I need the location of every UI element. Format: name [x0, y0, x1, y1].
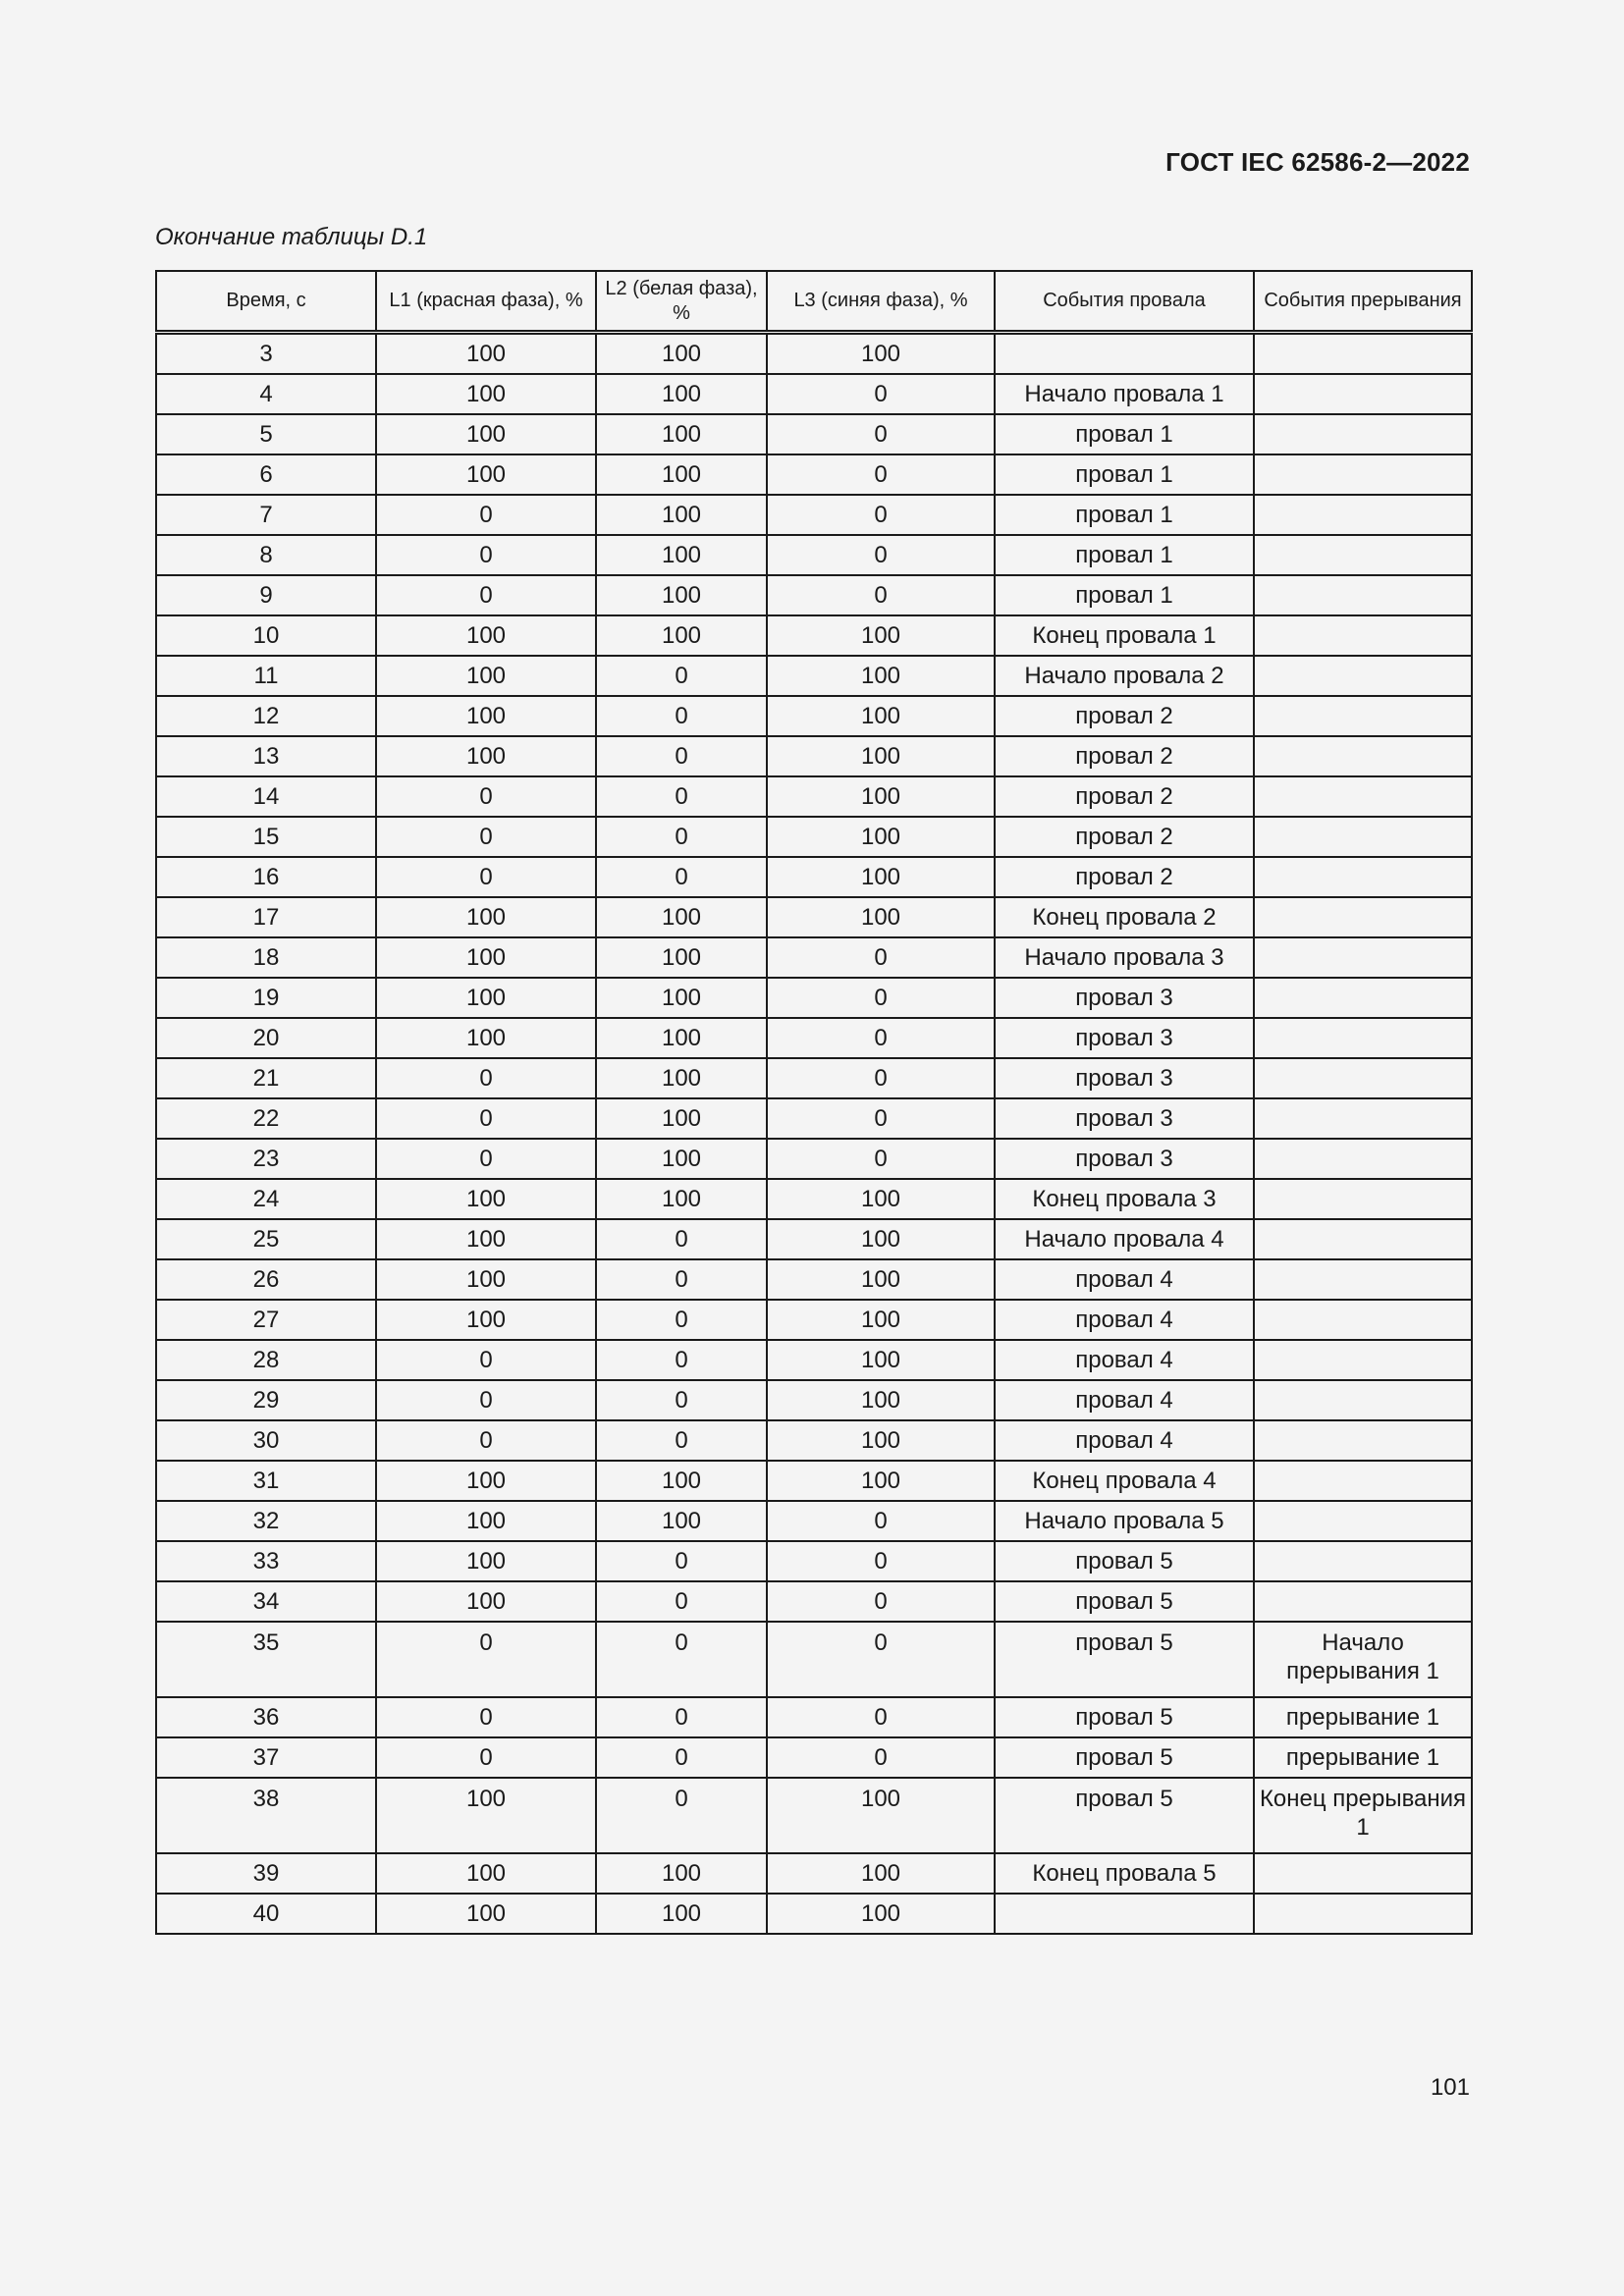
- column-header-l2: L2 (белая фаза), %: [596, 271, 767, 333]
- dip-event-cell: провал 2: [995, 776, 1254, 817]
- l3-cell: 100: [767, 1300, 995, 1340]
- l1-cell: 100: [376, 615, 596, 656]
- interruption-event-cell: [1254, 1300, 1472, 1340]
- l1-cell: 100: [376, 1894, 596, 1934]
- table-row: [156, 1853, 1472, 1894]
- table-row: [156, 1058, 1472, 1098]
- interruption-event-cell: [1254, 1259, 1472, 1300]
- l1-cell: 100: [376, 1501, 596, 1541]
- dip-event-cell: Начало провала 1: [995, 374, 1254, 414]
- l1-cell: 100: [376, 696, 596, 736]
- dip-event-cell: провал 3: [995, 978, 1254, 1018]
- l2-cell: 0: [596, 1259, 767, 1300]
- l1-cell: 100: [376, 978, 596, 1018]
- l2-cell: 100: [596, 1139, 767, 1179]
- table-row: [156, 1340, 1472, 1380]
- interruption-event-cell: [1254, 454, 1472, 495]
- l1-cell: 100: [376, 736, 596, 776]
- interruption-event-cell: [1254, 1541, 1472, 1581]
- l3-cell: 100: [767, 1461, 995, 1501]
- table-row: [156, 1420, 1472, 1461]
- l3-cell: 0: [767, 1098, 995, 1139]
- l1-cell: 0: [376, 1139, 596, 1179]
- dip-event-cell: Конец провала 1: [995, 615, 1254, 656]
- l3-cell: 100: [767, 736, 995, 776]
- l2-cell: 0: [596, 776, 767, 817]
- interruption-event-cell: [1254, 1018, 1472, 1058]
- dip-event-cell: провал 4: [995, 1300, 1254, 1340]
- dip-event-cell: Начало провала 2: [995, 656, 1254, 696]
- time-cell: 25: [156, 1219, 376, 1259]
- l1-cell: 100: [376, 1018, 596, 1058]
- l1-cell: 100: [376, 937, 596, 978]
- l3-cell: 100: [767, 1894, 995, 1934]
- l2-cell: 0: [596, 1300, 767, 1340]
- l3-cell: 0: [767, 1501, 995, 1541]
- table-row: [156, 1778, 1472, 1853]
- l2-cell: 100: [596, 414, 767, 454]
- l1-cell: 100: [376, 1778, 596, 1853]
- time-cell: 22: [156, 1098, 376, 1139]
- l2-cell: 100: [596, 937, 767, 978]
- table-row: [156, 374, 1472, 414]
- time-cell: 37: [156, 1737, 376, 1778]
- table-row: [156, 1622, 1472, 1697]
- dip-event-cell: провал 5: [995, 1581, 1254, 1622]
- l2-cell: 0: [596, 1581, 767, 1622]
- interruption-event-cell: [1254, 776, 1472, 817]
- l3-cell: 100: [767, 333, 995, 375]
- l1-cell: 0: [376, 776, 596, 817]
- column-header-time: Время, с: [156, 271, 376, 333]
- l1-cell: 100: [376, 1541, 596, 1581]
- l1-cell: 0: [376, 817, 596, 857]
- l3-cell: 0: [767, 1058, 995, 1098]
- dip-event-cell: провал 5: [995, 1697, 1254, 1737]
- table-row: [156, 656, 1472, 696]
- l3-cell: 0: [767, 535, 995, 575]
- l2-cell: 100: [596, 374, 767, 414]
- interruption-event-cell: прерывание 1: [1254, 1737, 1472, 1778]
- table-row: [156, 1219, 1472, 1259]
- l1-cell: 0: [376, 535, 596, 575]
- time-cell: 27: [156, 1300, 376, 1340]
- l2-cell: 100: [596, 495, 767, 535]
- l2-cell: 0: [596, 1778, 767, 1853]
- l1-cell: 0: [376, 1058, 596, 1098]
- dip-event-cell: провал 2: [995, 736, 1254, 776]
- table-row: [156, 535, 1472, 575]
- l3-cell: 100: [767, 696, 995, 736]
- column-header-dip-events: События провала: [995, 271, 1254, 333]
- time-cell: 20: [156, 1018, 376, 1058]
- l2-cell: 100: [596, 333, 767, 375]
- table-body: [156, 333, 1472, 1935]
- interruption-event-cell: [1254, 333, 1472, 375]
- l1-cell: 0: [376, 1380, 596, 1420]
- l1-cell: 100: [376, 897, 596, 937]
- dip-event-cell: Конец провала 3: [995, 1179, 1254, 1219]
- dip-event-cell: Начало провала 4: [995, 1219, 1254, 1259]
- interruption-event-cell: [1254, 1380, 1472, 1420]
- l3-cell: 0: [767, 414, 995, 454]
- table-row: [156, 333, 1472, 375]
- time-cell: 35: [156, 1622, 376, 1697]
- l2-cell: 0: [596, 1420, 767, 1461]
- time-cell: 16: [156, 857, 376, 897]
- interruption-event-cell: [1254, 535, 1472, 575]
- header-row: [156, 271, 1472, 333]
- interruption-event-cell: [1254, 495, 1472, 535]
- interruption-event-cell: Конец прерывания 1: [1254, 1778, 1472, 1853]
- l2-cell: 0: [596, 1737, 767, 1778]
- l1-cell: 100: [376, 1219, 596, 1259]
- table-row: [156, 1179, 1472, 1219]
- l1-cell: 100: [376, 414, 596, 454]
- l1-cell: 0: [376, 1737, 596, 1778]
- page-number: 101: [1430, 2074, 1470, 2101]
- time-cell: 5: [156, 414, 376, 454]
- l3-cell: 100: [767, 615, 995, 656]
- interruption-event-cell: [1254, 937, 1472, 978]
- dip-event-cell: провал 1: [995, 495, 1254, 535]
- time-cell: 29: [156, 1380, 376, 1420]
- interruption-event-cell: [1254, 1340, 1472, 1380]
- time-cell: 34: [156, 1581, 376, 1622]
- time-cell: 28: [156, 1340, 376, 1380]
- data-table: [155, 270, 1473, 1935]
- l3-cell: 0: [767, 1139, 995, 1179]
- interruption-event-cell: [1254, 736, 1472, 776]
- l2-cell: 100: [596, 454, 767, 495]
- dip-event-cell: провал 4: [995, 1380, 1254, 1420]
- l3-cell: 0: [767, 978, 995, 1018]
- interruption-event-cell: [1254, 978, 1472, 1018]
- l3-cell: 100: [767, 1853, 995, 1894]
- l3-cell: 0: [767, 454, 995, 495]
- dip-event-cell: [995, 333, 1254, 375]
- table-row: [156, 1697, 1472, 1737]
- interruption-event-cell: [1254, 696, 1472, 736]
- l3-cell: 100: [767, 1778, 995, 1853]
- l2-cell: 0: [596, 1622, 767, 1697]
- interruption-event-cell: [1254, 897, 1472, 937]
- time-cell: 38: [156, 1778, 376, 1853]
- l3-cell: 0: [767, 1541, 995, 1581]
- l3-cell: 100: [767, 1340, 995, 1380]
- l2-cell: 0: [596, 1380, 767, 1420]
- interruption-event-cell: [1254, 615, 1472, 656]
- l3-cell: 0: [767, 937, 995, 978]
- l1-cell: 0: [376, 495, 596, 535]
- l1-cell: 0: [376, 1340, 596, 1380]
- l3-cell: 100: [767, 857, 995, 897]
- l3-cell: 0: [767, 1622, 995, 1697]
- time-cell: 30: [156, 1420, 376, 1461]
- l1-cell: 100: [376, 1179, 596, 1219]
- table-row: [156, 1461, 1472, 1501]
- interruption-event-cell: [1254, 1461, 1472, 1501]
- l3-cell: 100: [767, 1179, 995, 1219]
- interruption-event-cell: [1254, 1853, 1472, 1894]
- interruption-event-cell: [1254, 1219, 1472, 1259]
- l2-cell: 0: [596, 696, 767, 736]
- l2-cell: 100: [596, 615, 767, 656]
- time-cell: 23: [156, 1139, 376, 1179]
- time-cell: 9: [156, 575, 376, 615]
- time-cell: 24: [156, 1179, 376, 1219]
- table-row: [156, 1541, 1472, 1581]
- time-cell: 13: [156, 736, 376, 776]
- time-cell: 4: [156, 374, 376, 414]
- l3-cell: 0: [767, 575, 995, 615]
- time-cell: 39: [156, 1853, 376, 1894]
- time-cell: 26: [156, 1259, 376, 1300]
- time-cell: 21: [156, 1058, 376, 1098]
- table-row: [156, 1098, 1472, 1139]
- l2-cell: 0: [596, 1219, 767, 1259]
- l1-cell: 0: [376, 857, 596, 897]
- table-row: [156, 1501, 1472, 1541]
- l1-cell: 0: [376, 1098, 596, 1139]
- l3-cell: 100: [767, 1259, 995, 1300]
- interruption-event-cell: [1254, 414, 1472, 454]
- time-cell: 3: [156, 333, 376, 375]
- column-header-l3: L3 (синяя фаза), %: [767, 271, 995, 333]
- l1-cell: 100: [376, 656, 596, 696]
- dip-event-cell: провал 4: [995, 1259, 1254, 1300]
- l1-cell: 100: [376, 374, 596, 414]
- table-row: [156, 1581, 1472, 1622]
- table-row: [156, 736, 1472, 776]
- dip-event-cell: Конец провала 5: [995, 1853, 1254, 1894]
- l3-cell: 0: [767, 1737, 995, 1778]
- l3-cell: 0: [767, 1018, 995, 1058]
- dip-event-cell: провал 5: [995, 1541, 1254, 1581]
- interruption-event-cell: [1254, 1179, 1472, 1219]
- l2-cell: 100: [596, 1894, 767, 1934]
- time-cell: 11: [156, 656, 376, 696]
- table-row: [156, 978, 1472, 1018]
- dip-event-cell: [995, 1894, 1254, 1934]
- table-row: [156, 1139, 1472, 1179]
- dip-event-cell: провал 1: [995, 535, 1254, 575]
- l2-cell: 0: [596, 656, 767, 696]
- l3-cell: 100: [767, 776, 995, 817]
- l2-cell: 0: [596, 1541, 767, 1581]
- time-cell: 17: [156, 897, 376, 937]
- time-cell: 15: [156, 817, 376, 857]
- dip-event-cell: Начало провала 5: [995, 1501, 1254, 1541]
- l3-cell: 100: [767, 1420, 995, 1461]
- dip-event-cell: Начало провала 3: [995, 937, 1254, 978]
- l3-cell: 100: [767, 817, 995, 857]
- time-cell: 7: [156, 495, 376, 535]
- l2-cell: 100: [596, 978, 767, 1018]
- l3-cell: 100: [767, 1380, 995, 1420]
- table-header: [156, 271, 1472, 333]
- interruption-event-cell: [1254, 1139, 1472, 1179]
- l3-cell: 100: [767, 656, 995, 696]
- l1-cell: 0: [376, 1622, 596, 1697]
- interruption-event-cell: [1254, 1058, 1472, 1098]
- column-header-interruption-events: События прерывания: [1254, 271, 1472, 333]
- interruption-event-cell: Начало прерывания 1: [1254, 1622, 1472, 1697]
- time-cell: 14: [156, 776, 376, 817]
- time-cell: 40: [156, 1894, 376, 1934]
- interruption-event-cell: прерывание 1: [1254, 1697, 1472, 1737]
- l3-cell: 0: [767, 1697, 995, 1737]
- l1-cell: 0: [376, 575, 596, 615]
- l2-cell: 0: [596, 1340, 767, 1380]
- l1-cell: 0: [376, 1420, 596, 1461]
- dip-event-cell: провал 2: [995, 817, 1254, 857]
- l2-cell: 100: [596, 535, 767, 575]
- l1-cell: 100: [376, 333, 596, 375]
- time-cell: 31: [156, 1461, 376, 1501]
- table-row: [156, 1737, 1472, 1778]
- l2-cell: 100: [596, 1058, 767, 1098]
- table-row: [156, 817, 1472, 857]
- time-cell: 33: [156, 1541, 376, 1581]
- interruption-event-cell: [1254, 575, 1472, 615]
- l2-cell: 100: [596, 1098, 767, 1139]
- dip-event-cell: провал 1: [995, 414, 1254, 454]
- l3-cell: 100: [767, 1219, 995, 1259]
- interruption-event-cell: [1254, 1581, 1472, 1622]
- time-cell: 32: [156, 1501, 376, 1541]
- l2-cell: 100: [596, 1018, 767, 1058]
- l1-cell: 100: [376, 1259, 596, 1300]
- interruption-event-cell: [1254, 374, 1472, 414]
- dip-event-cell: провал 4: [995, 1340, 1254, 1380]
- time-cell: 19: [156, 978, 376, 1018]
- time-cell: 36: [156, 1697, 376, 1737]
- l1-cell: 0: [376, 1697, 596, 1737]
- dip-event-cell: провал 3: [995, 1098, 1254, 1139]
- l2-cell: 100: [596, 897, 767, 937]
- time-cell: 8: [156, 535, 376, 575]
- l2-cell: 0: [596, 857, 767, 897]
- dip-event-cell: провал 1: [995, 454, 1254, 495]
- table-row: [156, 495, 1472, 535]
- l3-cell: 100: [767, 897, 995, 937]
- l2-cell: 100: [596, 1501, 767, 1541]
- time-cell: 10: [156, 615, 376, 656]
- time-cell: 6: [156, 454, 376, 495]
- dip-event-cell: провал 5: [995, 1622, 1254, 1697]
- interruption-event-cell: [1254, 817, 1472, 857]
- table-row: [156, 857, 1472, 897]
- table-row: [156, 1300, 1472, 1340]
- dip-event-cell: провал 2: [995, 696, 1254, 736]
- dip-event-cell: провал 3: [995, 1018, 1254, 1058]
- column-header-l1: L1 (красная фаза), %: [376, 271, 596, 333]
- l2-cell: 100: [596, 1179, 767, 1219]
- l1-cell: 100: [376, 1581, 596, 1622]
- l2-cell: 0: [596, 817, 767, 857]
- table-row: [156, 897, 1472, 937]
- interruption-event-cell: [1254, 1420, 1472, 1461]
- l2-cell: 100: [596, 575, 767, 615]
- interruption-event-cell: [1254, 857, 1472, 897]
- l1-cell: 100: [376, 1853, 596, 1894]
- table-row: [156, 454, 1472, 495]
- l1-cell: 100: [376, 1461, 596, 1501]
- l2-cell: 100: [596, 1461, 767, 1501]
- table-row: [156, 776, 1472, 817]
- dip-event-cell: провал 5: [995, 1778, 1254, 1853]
- interruption-event-cell: [1254, 656, 1472, 696]
- l3-cell: 0: [767, 1581, 995, 1622]
- time-cell: 18: [156, 937, 376, 978]
- l3-cell: 0: [767, 495, 995, 535]
- dip-event-cell: Конец провала 4: [995, 1461, 1254, 1501]
- table-row: [156, 1018, 1472, 1058]
- l3-cell: 0: [767, 374, 995, 414]
- dip-event-cell: провал 3: [995, 1139, 1254, 1179]
- table-row: [156, 1894, 1472, 1934]
- table-row: [156, 937, 1472, 978]
- table-row: [156, 414, 1472, 454]
- interruption-event-cell: [1254, 1894, 1472, 1934]
- table-row: [156, 1380, 1472, 1420]
- dip-event-cell: Конец провала 2: [995, 897, 1254, 937]
- l2-cell: 0: [596, 1697, 767, 1737]
- document-header: ГОСТ IEC 62586-2—2022: [1165, 147, 1470, 177]
- time-cell: 12: [156, 696, 376, 736]
- dip-event-cell: провал 3: [995, 1058, 1254, 1098]
- table-row: [156, 696, 1472, 736]
- interruption-event-cell: [1254, 1501, 1472, 1541]
- l1-cell: 100: [376, 454, 596, 495]
- l1-cell: 100: [376, 1300, 596, 1340]
- table-caption: Окончание таблицы D.1: [155, 224, 428, 250]
- dip-event-cell: провал 5: [995, 1737, 1254, 1778]
- interruption-event-cell: [1254, 1098, 1472, 1139]
- l2-cell: 0: [596, 736, 767, 776]
- table-row: [156, 1259, 1472, 1300]
- dip-event-cell: провал 1: [995, 575, 1254, 615]
- dip-event-cell: провал 4: [995, 1420, 1254, 1461]
- l2-cell: 100: [596, 1853, 767, 1894]
- table-row: [156, 615, 1472, 656]
- dip-event-cell: провал 2: [995, 857, 1254, 897]
- table-row: [156, 575, 1472, 615]
